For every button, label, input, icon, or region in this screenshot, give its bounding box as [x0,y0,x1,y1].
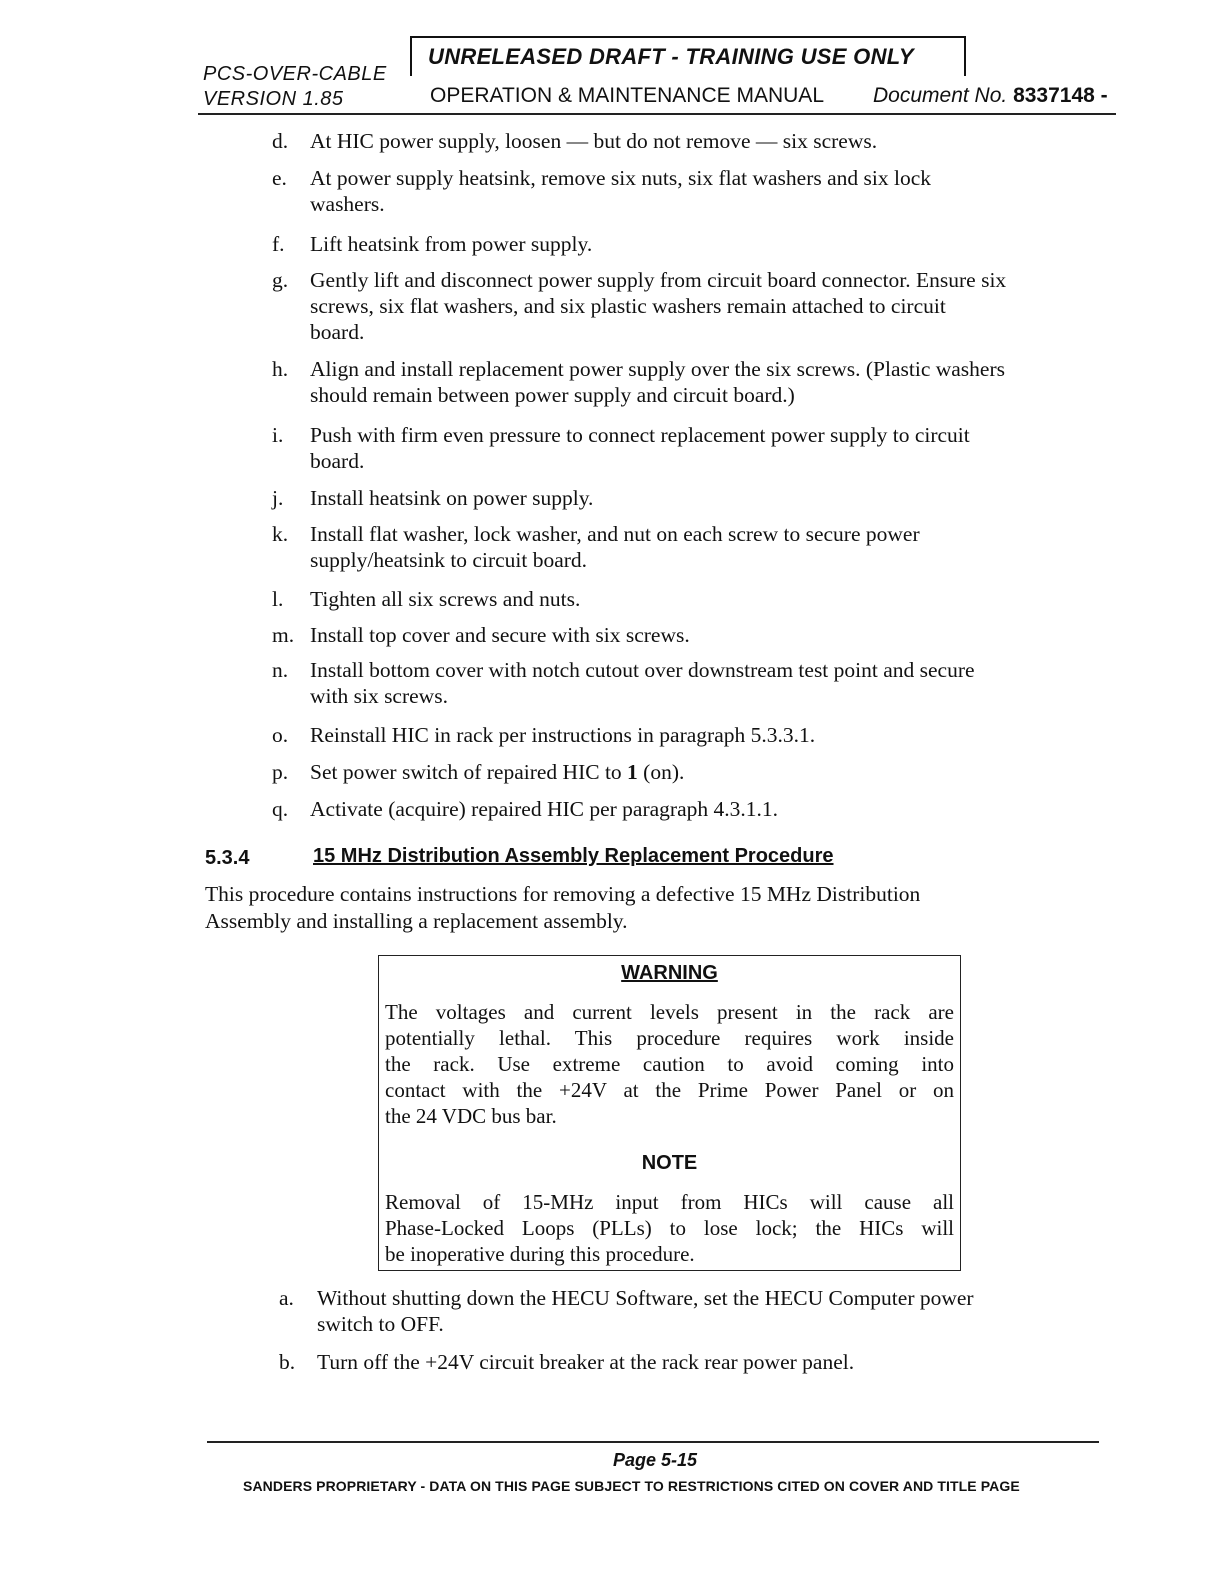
step-text: Install bottom cover with notch cutout over downstream test point and secure with six screws. [310,658,975,708]
step-text: Align and install replacement power supply over the six screws. (Plastic washers should remain between power supply and circuit board.) [310,357,1005,407]
draft-banner-text: UNRELEASED DRAFT - TRAINING USE ONLY [428,44,914,69]
step-text: Gently lift and disconnect power supply from circuit board connector. Ensure six screws, six flat washers, and six plastic washers remain attached to circuit board. [310,268,1007,344]
step-letter: d. [272,129,289,153]
product-name: PCS-OVER-CABLE [203,63,387,85]
step-letter: o. [272,723,289,747]
step-letter: e. [272,166,287,190]
step-letter: p. [272,760,289,784]
document-number [873,84,1108,108]
step-text: At HIC power supply, loosen — but do not remove — six screws. [310,129,878,153]
step-text: At power supply heatsink, remove six nuts, six flat washers and six lock washers. [310,166,932,216]
step-letter: k. [272,522,289,546]
step-text: Activate (acquire) repaired HIC per paragraph 4.3.1.1. [310,797,779,821]
header-rule [198,113,1116,115]
step-text: Lift heatsink from power supply. [310,232,593,256]
footer-rule [207,1441,1099,1443]
step-text: Turn off the +24V circuit breaker at the rack rear power panel. [317,1350,855,1374]
step-text: Install flat washer, lock washer, and nut on each screw to secure power supply/heatsink to circuit board. [310,522,920,572]
warning-heading: WARNING [621,962,718,984]
section-title: 15 MHz Distribution Assembly Replacement Procedure [313,845,834,867]
note-heading: NOTE [641,1152,698,1174]
step-text: Push with firm even pressure to connect replacement power supply to circuit board. [310,423,970,473]
step-letter: n. [272,658,289,682]
step-letter: h. [272,357,289,381]
warning-box [378,955,961,1271]
step-text: Install heatsink on power supply. [310,486,594,510]
step-letter: f. [272,232,285,256]
draft-banner [410,36,966,76]
step-text: Set power switch of repaired HIC to 1 (on). [310,760,685,784]
step-text: Install top cover and secure with six screws. [310,623,690,647]
step-text: Tighten all six screws and nuts. [310,587,581,611]
manual-title: OPERATION & MAINTENANCE MANUAL [430,84,824,107]
step-text: Without shutting down the HECU Software, set the HECU Computer power switch to OFF. [317,1286,974,1336]
step-letter: a. [279,1286,294,1310]
section-intro: This procedure contains instructions for removing a defective 15 MHz Distribution Assembly and installing a replacement assembly. [205,882,921,933]
step-text: Reinstall HIC in rack per instructions in paragraph 5.3.3.1. [310,723,816,747]
step-letter: m. [272,623,295,647]
document-number-value: 8337148 - [1013,84,1108,107]
document-label: Document No. [873,84,1008,107]
note-text: Removal of 15-MHz input from HICs will cause all Phase-Locked Loops (PLLs) to lose lock; the HICs will be inoperative during this procedure. [385,1190,954,1266]
step-letter: g. [272,268,289,292]
step-letter: q. [272,797,289,821]
warning-text: The voltages and current levels present in the rack are potentially lethal. This procedure requires work inside the rack. Use extreme caution to avoid coming into contact with the +24V at the Prime Power Panel or on the 24 VDC bus bar. [385,1000,954,1128]
step-letter: i. [272,423,284,447]
section-number: 5.3.4 [205,847,250,869]
version-label: VERSION 1.85 [203,88,344,110]
step-letter: j. [272,486,284,510]
page-number: Page 5-15 [612,1450,698,1470]
proprietary-notice: SANDERS PROPRIETARY - DATA ON THIS PAGE SUBJECT TO RESTRICTIONS CITED ON COVER AND TITLE PAGE [243,1478,1020,1494]
step-letter: l. [272,587,284,611]
step-letter: b. [279,1350,296,1374]
